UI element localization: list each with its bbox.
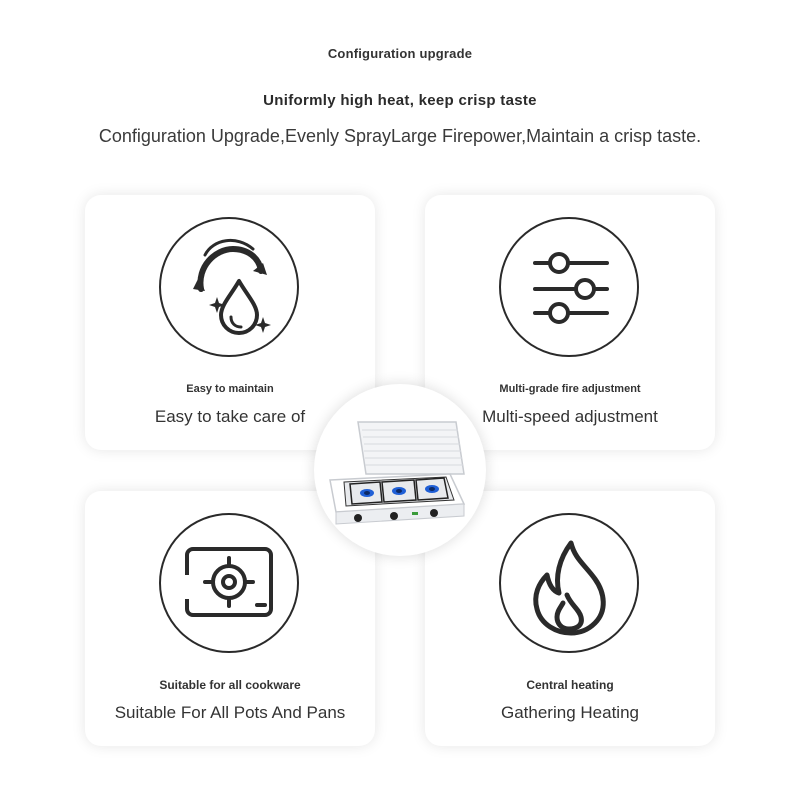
feature-title: Suitable for all cookware: [159, 678, 301, 692]
headline: Uniformly high heat, keep crisp taste: [263, 92, 537, 109]
water-drop-refresh-icon: [161, 219, 296, 354]
feature-description: Multi-speed adjustment: [482, 407, 658, 426]
gas-stove-image: [314, 384, 486, 556]
target-pan-icon: [161, 515, 296, 650]
feature-description: Suitable For All Pots And Pans: [114, 703, 346, 722]
feature-title: Easy to maintain: [186, 383, 274, 395]
feature-description: Easy to take care of: [154, 407, 306, 426]
section-label: Configuration upgrade: [327, 46, 473, 61]
flame-icon: [501, 515, 636, 650]
product-image-circle: [314, 384, 486, 556]
subheadline: Configuration Upgrade,Evenly SprayLarge Firepower,Maintain a crisp taste.: [98, 126, 702, 146]
icon-circle: [499, 513, 639, 653]
feature-title: Multi-grade fire adjustment: [499, 383, 641, 395]
sliders-icon: [501, 219, 636, 354]
icon-circle: [499, 217, 639, 357]
icon-circle: [159, 217, 299, 357]
feature-description: Gathering Heating: [501, 703, 639, 722]
icon-circle: [159, 513, 299, 653]
feature-title: Central heating: [526, 678, 614, 692]
